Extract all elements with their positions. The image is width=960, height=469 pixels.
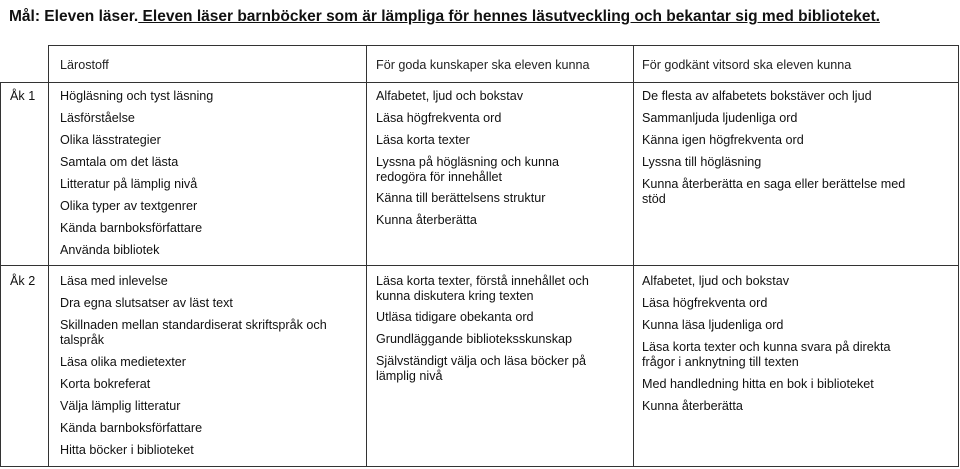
- list-item: Kända barnboksförfattare: [60, 221, 203, 235]
- row-label-ak2: Åk 2: [10, 274, 36, 288]
- list-item: redogöra för innehållet: [376, 170, 503, 184]
- list-item: Dra egna slutsatser av läst text: [60, 296, 233, 310]
- header-goda-kunskaper: För goda kunskaper ska eleven kunna: [376, 58, 590, 72]
- list-item: Känna till berättelsens struktur: [376, 191, 546, 205]
- list-item: Läsa högfrekventa ord: [642, 296, 768, 310]
- list-item: Med handledning hitta en bok i biblioteket: [642, 377, 874, 391]
- list-item: Använda bibliotek: [60, 243, 160, 257]
- row2-larostoff: [60, 274, 327, 458]
- row1-goda-kunskaper: [376, 89, 559, 228]
- row-label-ak1: Åk 1: [10, 89, 36, 103]
- row1-larostoff: [60, 89, 213, 258]
- table-top-border: [48, 45, 959, 46]
- list-item: Kunna återberätta en saga eller berättelse med: [642, 177, 906, 191]
- list-item: Olika typer av textgenrer: [60, 199, 198, 213]
- list-item: Alfabetet, ljud och bokstav: [642, 274, 790, 288]
- row2-godkant-vitsord: [642, 274, 891, 414]
- col-divider-2: [366, 45, 367, 466]
- list-item: Olika lässtrategier: [60, 133, 161, 147]
- row1-godkant-vitsord: [642, 89, 905, 207]
- list-item: De flesta av alfabetets bokstäver och ljud: [642, 89, 872, 103]
- list-item: Utläsa tidigare obekanta ord: [376, 310, 534, 324]
- list-item: Läsförståelse: [60, 111, 135, 125]
- list-item: Välja lämplig litteratur: [60, 399, 181, 413]
- header-godkant-vitsord: För godkänt vitsord ska eleven kunna: [642, 58, 852, 72]
- list-item: Självständigt välja och läsa böcker på: [376, 354, 587, 368]
- list-item: Kunna återberätta: [642, 399, 743, 413]
- table-bottom-border: [0, 466, 959, 467]
- list-item: Grundläggande biblioteksskunskap: [376, 332, 573, 346]
- list-item: Samtala om det lästa: [60, 155, 179, 169]
- list-item: Lyssna till högläsning: [642, 155, 762, 169]
- list-item: Läsa högfrekventa ord: [376, 111, 502, 125]
- list-item: lämplig nivå: [376, 369, 443, 383]
- list-item: stöd: [642, 192, 666, 206]
- list-item: Läsa med inlevelse: [60, 274, 168, 288]
- list-item: Läsa korta texter: [376, 133, 470, 147]
- title-prefix: Mål: Eleven läser.: [9, 8, 139, 25]
- title-text: Eleven läser barnböcker som är lämpliga för hennes läsutveckling och bekantar sig med biblioteket.: [138, 8, 880, 25]
- header-larostoff: Lärostoff: [60, 58, 109, 72]
- list-item: Hitta böcker i biblioteket: [60, 443, 194, 457]
- list-item: Kunna läsa ljudenliga ord: [642, 318, 784, 332]
- list-item: kunna diskutera kring texten: [376, 289, 534, 303]
- list-item: Känna igen högfrekventa ord: [642, 133, 804, 147]
- list-item: Skillnaden mellan standardiserat skriftspråk och: [60, 318, 327, 332]
- list-item: Alfabetet, ljud och bokstav: [376, 89, 524, 103]
- list-item: Kunna återberätta: [376, 213, 477, 227]
- list-item: Läsa olika medietexter: [60, 355, 187, 369]
- list-item: Korta bokreferat: [60, 377, 151, 391]
- row2-goda-kunskaper: [376, 274, 589, 384]
- list-item: Läsa korta texter, förstå innehållet och: [376, 274, 589, 288]
- list-item: Sammanljuda ljudenliga ord: [642, 111, 798, 125]
- col-divider-3: [633, 45, 634, 466]
- list-item: Högläsning och tyst läsning: [60, 89, 214, 103]
- row1-bottom-border: [0, 265, 959, 266]
- list-item: Kända barnboksförfattare: [60, 421, 203, 435]
- col-divider-1: [48, 45, 49, 466]
- header-bottom-border: [0, 82, 959, 83]
- table-left-border: [0, 82, 1, 466]
- list-item: Lyssna på högläsning och kunna: [376, 155, 559, 169]
- list-item: frågor i anknytning till texten: [642, 355, 799, 369]
- list-item: Läsa korta texter och kunna svara på direkta: [642, 340, 891, 354]
- table-right-border: [958, 45, 959, 466]
- list-item: talspråk: [60, 333, 105, 347]
- list-item: Litteratur på lämplig nivå: [60, 177, 198, 191]
